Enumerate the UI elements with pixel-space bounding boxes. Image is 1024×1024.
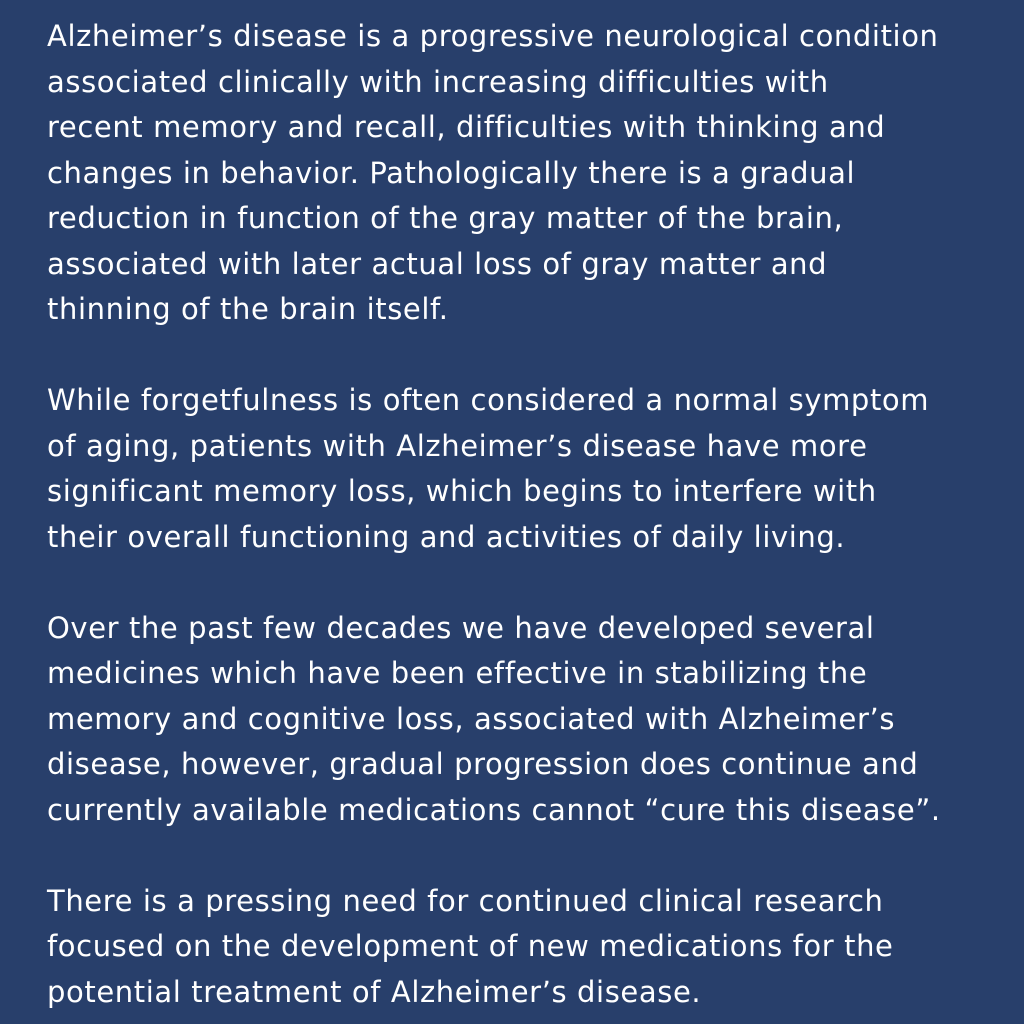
paragraph-medications: Over the past few decades we have developed several medicines which have been effective in stabilizing the memory and cognitive loss, associated with Alzheimer’s disease, however, gradual progression does continue and currently available medications cannot “cure this disease”.: [47, 610, 941, 827]
paragraph-memory-loss: While forgetfulness is often considered a normal symptom of aging, patients with Alzheimer’s disease have more significant memory loss, which begins to interfere with their overall functioning and activities of daily living.: [47, 383, 930, 554]
paragraph-disease-definition: Alzheimer’s disease is a progressive neurological condition associated clinically with increasing difficulties with recent memory and recall, difficulties with thinking and changes in behavior. Pathologically there is a gradual reduction in function of the gray matter of the brain, associated with later actual loss of gray matter and thinning of the brain itself.: [47, 19, 939, 326]
paragraph-research-need: There is a pressing need for continued clinical research focused on the development of new medications for the potential treatment of Alzheimer’s disease.: [47, 883, 894, 1009]
